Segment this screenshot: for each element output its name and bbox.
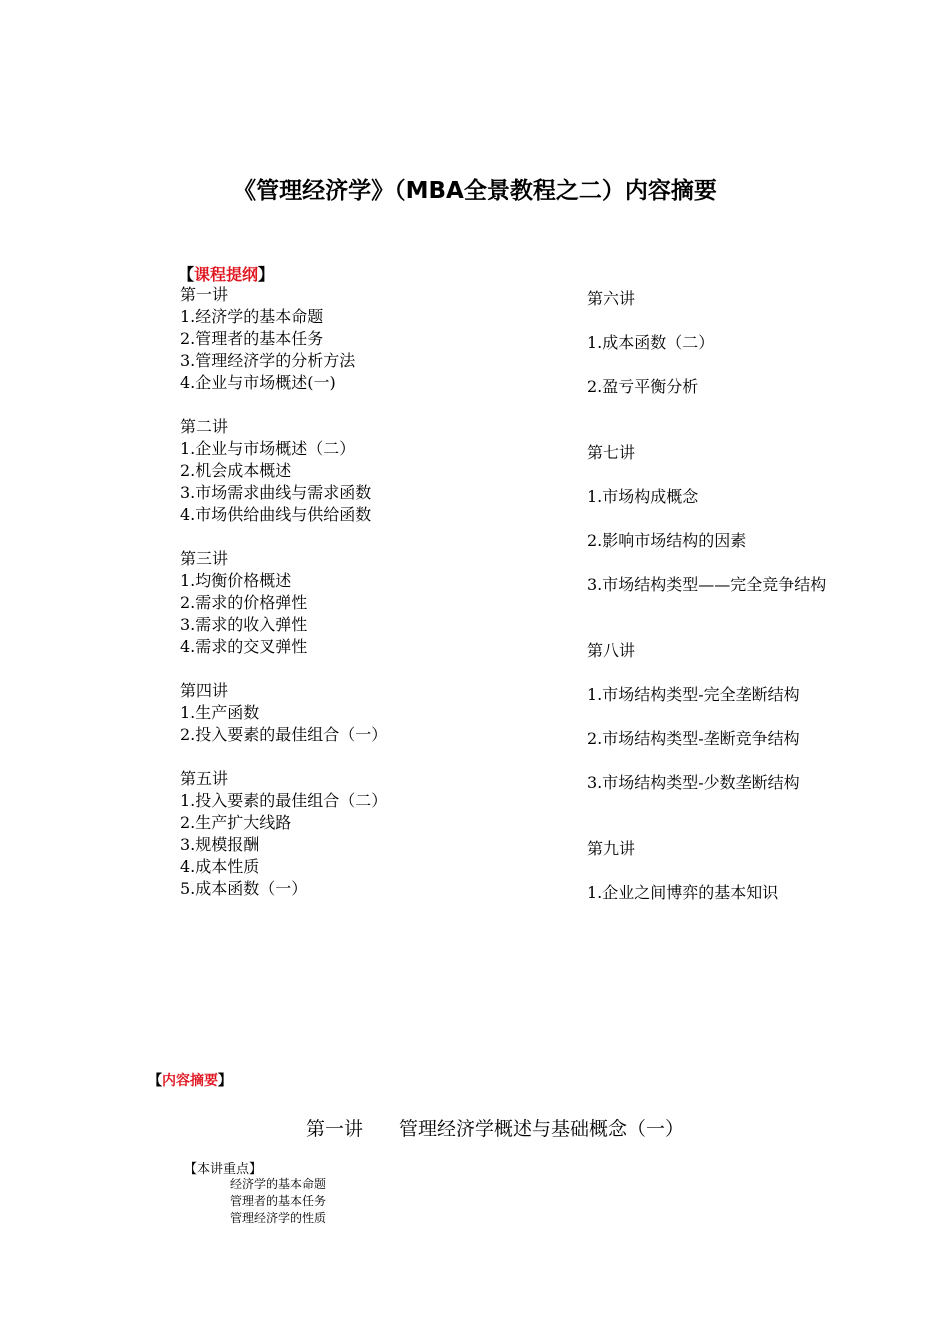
outline-item: 2.生产扩大线路 [180,813,292,832]
outline-item: 2.机会成本概述 [180,461,292,480]
outline-item: 2.影响市场结构的因素 [587,531,747,550]
lecture-section [587,442,917,596]
lecture-section [587,838,917,904]
lecture-section [180,548,387,658]
keypoint-item: 经济学的基本命题 [230,1177,327,1191]
outline-right-column [587,288,917,952]
summary-heading [148,1070,232,1090]
outline-item: 1.企业之间博弈的基本知识 [587,883,779,902]
keypoint-item: 管理经济学的性质 [230,1211,327,1225]
outline-item: 3.市场需求曲线与需求函数 [180,483,372,502]
outline-item: 3.市场结构类型-少数垄断结构 [587,773,800,792]
lecture-heading: 第一讲 [180,285,229,304]
outline-item: 1.生产函数 [180,703,260,722]
lecture-heading: 第九讲 [587,839,636,858]
lecture-section [587,640,917,794]
outline-item: 1.市场结构类型-完全垄断结构 [587,685,800,704]
lecture-section [180,680,387,746]
outline-item: 3.市场结构类型——完全竞争结构 [587,575,827,594]
lecture-title [0,1114,950,1141]
outline-item: 3.规模报酬 [180,835,260,854]
outline-item: 4.企业与市场概述(一) [180,373,336,392]
lecture-heading: 第七讲 [587,443,636,462]
outline-item: 1.企业与市场概述（二） [180,439,356,458]
outline-item: 5.成本函数（一） [180,879,308,898]
outline-item: 2.投入要素的最佳组合（一） [180,725,388,744]
lecture-heading: 第四讲 [180,681,229,700]
outline-item: 2.市场结构类型-垄断竞争结构 [587,729,800,748]
outline-item: 4.成本性质 [180,857,260,876]
keypoints-list [230,1176,326,1227]
bracket-open: 【 [178,265,195,284]
bracket-close: 】 [258,265,275,284]
outline-item: 1.均衡价格概述 [180,571,292,590]
outline-item: 4.市场供给曲线与供给函数 [180,505,372,524]
lecture-section [587,288,917,398]
lecture-label: 第一讲 [305,1118,363,1140]
outline-item: 2.需求的价格弹性 [180,593,308,612]
outline-item: 2.盈亏平衡分析 [587,377,699,396]
outline-item: 2.管理者的基本任务 [180,329,324,348]
outline-heading-text: 课程提纲 [194,265,259,284]
lecture-heading: 第八讲 [587,641,636,660]
lecture-section [180,416,387,526]
keypoint-item: 管理者的基本任务 [230,1194,327,1208]
bracket-close: 】 [218,1073,232,1089]
keypoints-heading: 【本讲重点】 [184,1162,263,1177]
outline-heading [178,262,274,285]
lecture-heading: 第二讲 [180,417,229,436]
lecture-title-text: 管理经济学概述与基础概念（一） [399,1118,685,1140]
outline-item: 3.需求的收入弹性 [180,615,308,634]
outline-item: 1.市场构成概念 [587,487,699,506]
lecture-heading: 第三讲 [180,549,229,568]
bracket-open: 【 [148,1073,162,1089]
lecture-section [180,284,387,394]
outline-item: 1.经济学的基本命题 [180,307,324,326]
outline-item: 4.需求的交叉弹性 [180,637,308,656]
lecture-section [180,768,387,900]
document-title: 《管理经济学》（MBA全景教程之二）内容摘要 [233,178,717,204]
outline-item: 1.投入要素的最佳组合（二） [180,791,388,810]
lecture-heading: 第五讲 [180,769,229,788]
outline-left-column [180,284,387,922]
lecture-heading: 第六讲 [587,289,636,308]
summary-heading-text: 内容摘要 [162,1073,218,1089]
outline-item: 3.管理经济学的分析方法 [180,351,356,370]
outline-item: 1.成本函数（二） [587,333,715,352]
